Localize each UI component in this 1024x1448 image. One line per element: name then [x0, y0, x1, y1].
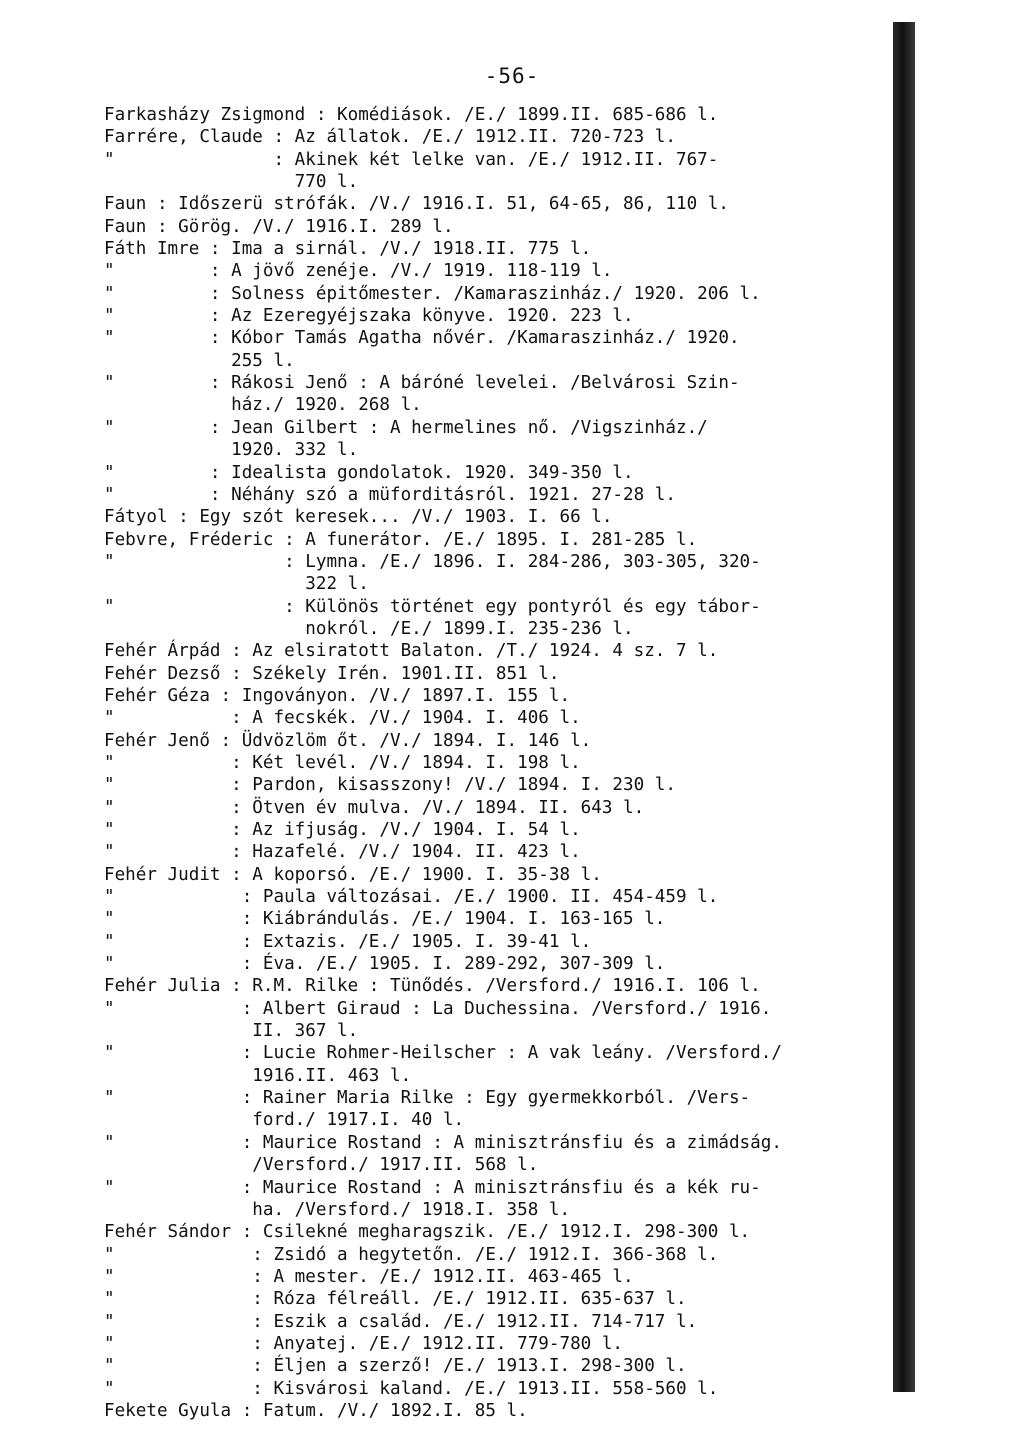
bibliography-entry [104, 730, 894, 752]
bibliography-entry [104, 283, 894, 305]
entry-line: nokról. /E./ 1899.I. 235-236 l. [104, 618, 634, 639]
entry-line: 255 l. [104, 350, 295, 371]
bibliography-entry [104, 327, 894, 372]
entry-line: " : Éljen a szerző! /E./ 1913.I. 298-300 l. [104, 1356, 687, 1377]
entry-line: 322 l. [104, 574, 369, 595]
bibliography-entry [104, 551, 894, 596]
bibliography-entry [104, 752, 894, 774]
bibliography-entry [104, 149, 894, 194]
bibliography-entry [104, 640, 894, 662]
bibliography-entry [104, 104, 894, 126]
bibliography-entry [104, 216, 894, 238]
bibliography-entry [104, 1311, 894, 1333]
bibliography-entry [104, 1177, 894, 1222]
bibliography-entry [104, 126, 894, 148]
entry-line: " : A mester. /E./ 1912.II. 463-465 l. [104, 1266, 634, 1287]
bibliography-entry [104, 238, 894, 260]
bibliography-entry [104, 707, 894, 729]
entry-line: " : Kóbor Tamás Agatha nővér. /Kamaraszinház./ 1920. [104, 328, 740, 349]
entry-line: ford./ 1917.I. 40 l. [104, 1110, 465, 1131]
entry-line: Farrére, Claude : Az állatok. /E./ 1912.II. 720-723 l. [104, 127, 676, 148]
entry-line: " : Paula változásai. /E./ 1900. II. 454-459 l. [104, 887, 719, 908]
entry-line: " : A jövő zenéje. /V./ 1919. 118-119 l. [104, 261, 613, 282]
entry-line: Fehér Dezső : Székely Irén. 1901.II. 851 l. [104, 663, 560, 684]
bibliography-entry [104, 596, 894, 641]
scan-edge-bar [893, 22, 915, 1392]
bibliography-entry [104, 998, 894, 1043]
bibliography-entries [104, 104, 894, 1422]
bibliography-entry [104, 193, 894, 215]
entry-line: /Versford./ 1917.II. 568 l. [104, 1155, 539, 1176]
page-number: -56- [484, 64, 540, 88]
entry-line: " : Rákosi Jenő : A báróné levelei. /Belvárosi Szin- [104, 373, 740, 394]
entry-line: 770 l. [104, 172, 359, 193]
bibliography-entry [104, 1355, 894, 1377]
bibliography-entry [104, 1042, 894, 1087]
entry-line: " : A fecskék. /V./ 1904. I. 406 l. [104, 708, 581, 729]
entry-line: " : Néhány szó a müforditásról. 1921. 27-28 l. [104, 484, 676, 505]
entry-line: " : Éva. /E./ 1905. I. 289-292, 307-309 l. [104, 954, 666, 975]
entry-line: " : Hazafelé. /V./ 1904. II. 423 l. [104, 842, 581, 863]
bibliography-entry [104, 462, 894, 484]
entry-line: " : Az ifjuság. /V./ 1904. I. 54 l. [104, 820, 581, 840]
bibliography-entry [104, 931, 894, 953]
bibliography-entry [104, 1400, 894, 1422]
entry-line: " : Maurice Rostand : A minisztránsfiu és a zimádság. [104, 1132, 782, 1153]
bibliography-entry [104, 774, 894, 796]
entry-line: Fehér Árpád : Az elsiratott Balaton. /T./ 1924. 4 sz. 7 l. [104, 641, 719, 662]
bibliography-entry [104, 529, 894, 551]
entry-line: Febvre, Fréderic : A funerátor. /E./ 1895. I. 281-285 l. [104, 529, 698, 550]
entry-line: ház./ 1920. 268 l. [104, 395, 422, 416]
entry-line: Fáth Imre : Ima a sirnál. /V./ 1918.II. 775 l. [104, 239, 592, 260]
bibliography-entry [104, 908, 894, 930]
bibliography-entry [104, 1333, 894, 1355]
bibliography-entry [104, 953, 894, 975]
bibliography-entry [104, 685, 894, 707]
entry-line: " : Ötven év mulva. /V./ 1894. II. 643 l. [104, 797, 645, 818]
bibliography-entry [104, 1288, 894, 1310]
entry-line: " : Két levél. /V./ 1894. I. 198 l. [104, 752, 581, 773]
entry-line: " : Különös történet egy pontyról és egy tábor- [104, 596, 761, 617]
entry-line: " : Anyatej. /E./ 1912.II. 779-780 l. [104, 1333, 624, 1354]
entry-line: " : Kisvárosi kaland. /E./ 1913.II. 558-560 l. [104, 1378, 719, 1399]
entry-line: " : Pardon, kisasszony! /V./ 1894. I. 230 l. [104, 775, 676, 796]
bibliography-entry [104, 506, 894, 528]
entry-line: " : Zsidó a hegytetőn. /E./ 1912.I. 366-368 l. [104, 1244, 719, 1265]
bibliography-entry [104, 260, 894, 282]
entry-line: " : Solness épitőmester. /Kamaraszinház./ 1920. 206 l. [104, 283, 761, 304]
entry-line: Fehér Sándor : Csilekné megharagszik. /E./ 1912.I. 298-300 l. [104, 1222, 751, 1243]
bibliography-entry [104, 305, 894, 327]
bibliography-entry [104, 484, 894, 506]
entry-line: " : Eszik a család. /E./ 1912.II. 714-717 l. [104, 1311, 698, 1332]
entry-line: Fehér Jenő : Üdvözlöm őt. /V./ 1894. I. 146 l. [104, 730, 592, 751]
entry-line: " : Akinek két lelke van. /E./ 1912.II. 767- [104, 149, 719, 170]
entry-line: Faun : Görög. /V./ 1916.I. 289 l. [104, 216, 454, 237]
entry-line: ha. /Versford./ 1918.I. 358 l. [104, 1199, 571, 1220]
bibliography-entry [104, 372, 894, 417]
entry-line: " : Lucie Rohmer-Heilscher : A vak leány. /Versford./ [104, 1043, 782, 1064]
entry-line: II. 367 l. [104, 1021, 359, 1042]
entry-line: " : Maurice Rostand : A minisztránsfiu és a kék ru- [104, 1177, 761, 1198]
entry-line: Fehér Judit : A koporsó. /E./ 1900. I. 35-38 l. [104, 864, 602, 885]
entry-line: Faun : Időszerü strófák. /V./ 1916.I. 51, 64-65, 86, 110 l. [104, 194, 729, 215]
entry-line: " : Róza félreáll. /E./ 1912.II. 635-637 l. [104, 1289, 687, 1310]
bibliography-entry [104, 797, 894, 819]
entry-line: " : Rainer Maria Rilke : Egy gyermekkorból. /Vers- [104, 1088, 751, 1109]
entry-line: " : Kiábrándulás. /E./ 1904. I. 163-165 l. [104, 909, 666, 930]
entry-line: " : Lymna. /E./ 1896. I. 284-286, 303-305, 320- [104, 551, 761, 572]
entry-line: " : Jean Gilbert : A hermelines nő. /Vigszinház./ [104, 417, 708, 438]
bibliography-entry [104, 1221, 894, 1243]
bibliography-entry [104, 1087, 894, 1132]
entry-line: " : Albert Giraud : La Duchessina. /Versford./ 1916. [104, 998, 772, 1019]
bibliography-entry [104, 975, 894, 997]
bibliography-entry [104, 417, 894, 462]
entry-line: Fehér Géza : Ingoványon. /V./ 1897.I. 155 l. [104, 685, 571, 706]
bibliography-entry [104, 663, 894, 685]
bibliography-entry [104, 864, 894, 886]
entry-line: Farkasházy Zsigmond : Komédiások. /E./ 1899.II. 685-686 l. [104, 105, 719, 125]
bibliography-entry [104, 1378, 894, 1400]
bibliography-entry [104, 819, 894, 841]
bibliography-entry [104, 841, 894, 863]
entry-line: Fekete Gyula : Fatum. /V./ 1892.I. 85 l. [104, 1400, 528, 1421]
bibliography-entry [104, 1266, 894, 1288]
entry-line: Fátyol : Egy szót keresek... /V./ 1903. I. 66 l. [104, 507, 613, 528]
entry-line: 1920. 332 l. [104, 440, 359, 461]
entry-line: " : Idealista gondolatok. 1920. 349-350 l. [104, 462, 634, 483]
bibliography-entry [104, 1132, 894, 1177]
entry-line: 1916.II. 463 l. [104, 1065, 412, 1086]
entry-line: " : Extazis. /E./ 1905. I. 39-41 l. [104, 931, 592, 952]
entry-line: Fehér Julia : R.M. Rilke : Tünődés. /Versford./ 1916.I. 106 l. [104, 976, 761, 997]
bibliography-entry [104, 886, 894, 908]
entry-line: " : Az Ezeregyéjszaka könyve. 1920. 223 l. [104, 306, 634, 327]
bibliography-entry [104, 1244, 894, 1266]
